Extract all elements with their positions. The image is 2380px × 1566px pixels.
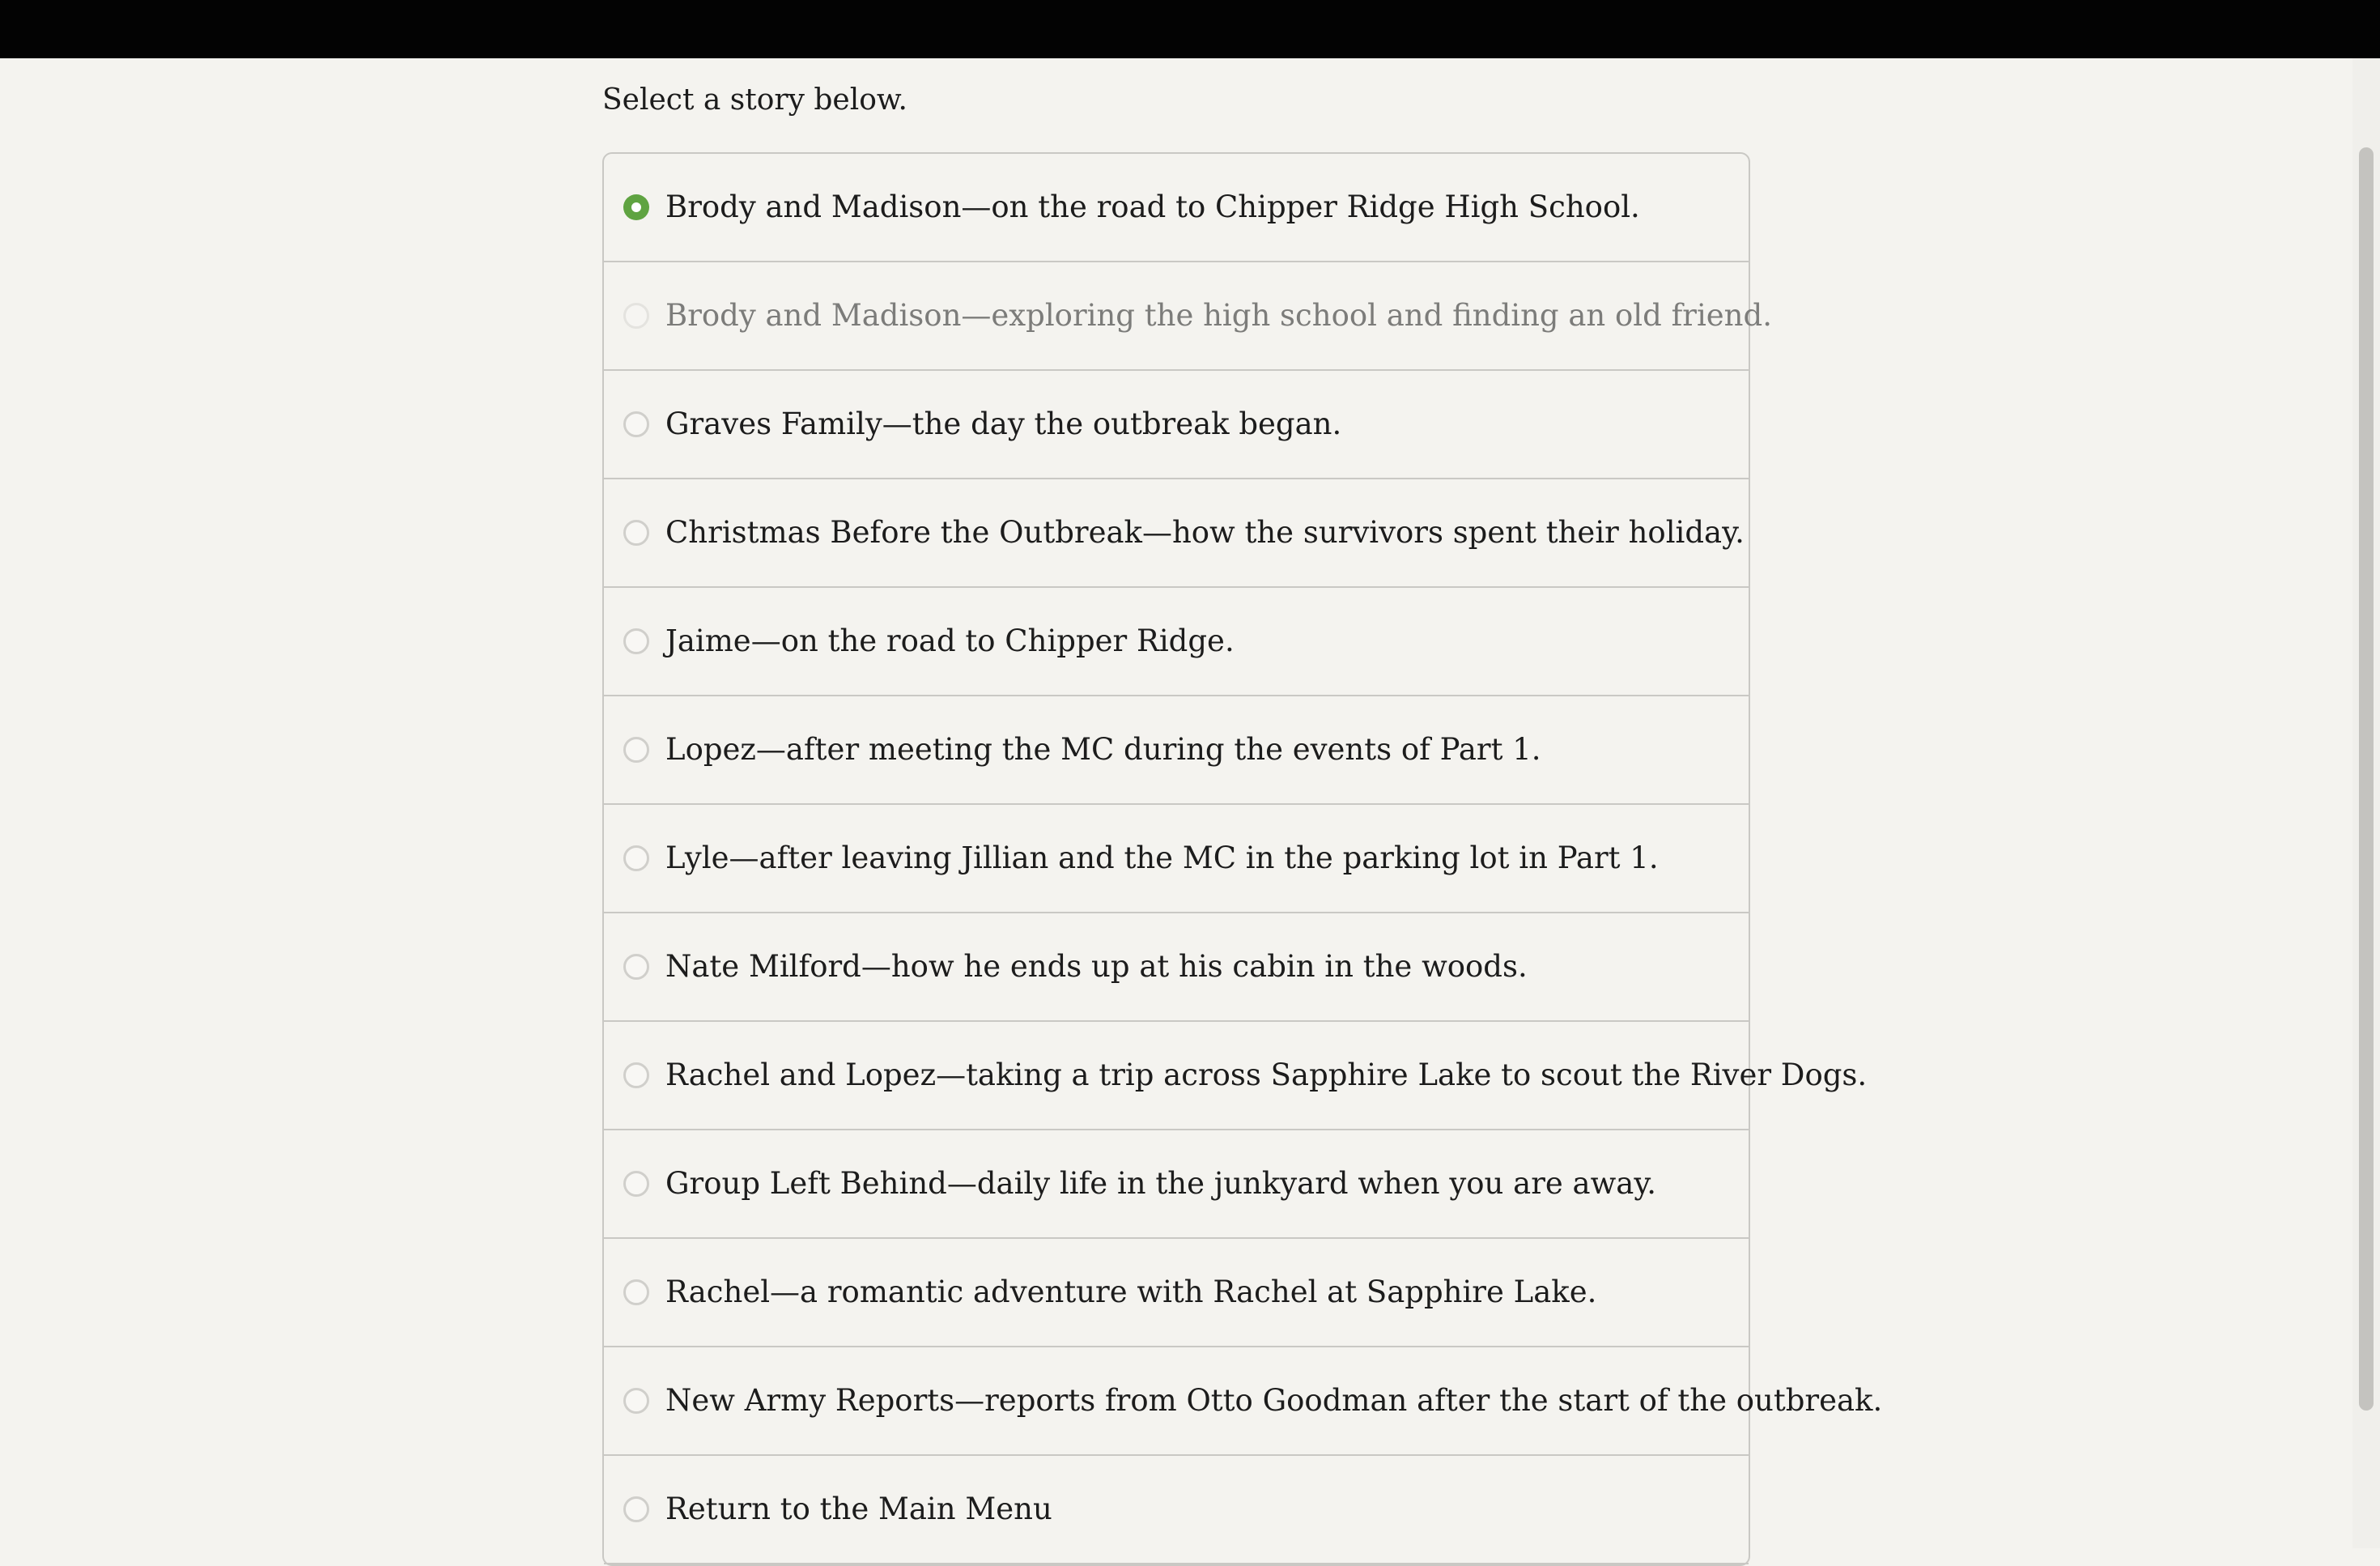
choice-label: Return to the Main Menu bbox=[665, 1492, 1052, 1526]
story-choice-list bbox=[602, 152, 1883, 1566]
choice-option[interactable] bbox=[604, 479, 1749, 588]
radio-button-icon[interactable] bbox=[623, 1496, 649, 1522]
radio-button-icon[interactable] bbox=[623, 845, 649, 871]
radio-button-icon[interactable] bbox=[623, 520, 649, 546]
choice-label: Jaime—on the road to Chipper Ridge. bbox=[665, 623, 1235, 658]
choice-prompt: Select a story below. bbox=[602, 83, 907, 117]
choice-label: Group Left Behind—daily life in the junkyard when you are away. bbox=[665, 1166, 1657, 1201]
choice-option[interactable] bbox=[604, 913, 1749, 1022]
radio-button-icon[interactable] bbox=[623, 194, 649, 220]
radio-button-icon[interactable] bbox=[623, 628, 649, 654]
choice-option[interactable] bbox=[604, 154, 1749, 262]
radio-button-icon[interactable] bbox=[623, 1171, 649, 1197]
radio-button-icon[interactable] bbox=[623, 737, 649, 763]
choice-option[interactable] bbox=[604, 696, 1749, 805]
choice-label: Rachel and Lopez—taking a trip across Sapphire Lake to scout the River Dogs. bbox=[665, 1057, 1868, 1092]
choice-option[interactable] bbox=[604, 371, 1749, 479]
radio-button-icon[interactable] bbox=[623, 303, 649, 329]
choice-option[interactable] bbox=[604, 1239, 1749, 1347]
choice-label: Graves Family—the day the outbreak began. bbox=[665, 406, 1342, 441]
choice-option[interactable] bbox=[604, 588, 1749, 696]
radio-button-icon[interactable] bbox=[623, 1388, 649, 1414]
radio-button-icon[interactable] bbox=[623, 1062, 649, 1088]
choice-label: Lyle—after leaving Jillian and the MC in the parking lot in Part 1. bbox=[665, 840, 1659, 875]
choice-option-return-main-menu[interactable] bbox=[604, 1456, 1749, 1564]
choice-label: Christmas Before the Outbreak—how the survivors spent their holiday. bbox=[665, 515, 1745, 550]
choice-label: New Army Reports—reports from Otto Goodman after the start of the outbreak. bbox=[665, 1383, 1883, 1418]
choice-label: Rachel—a romantic adventure with Rachel at Sapphire Lake. bbox=[665, 1275, 1597, 1309]
choice-option[interactable] bbox=[604, 1130, 1749, 1239]
choice-label: Lopez—after meeting the MC during the events of Part 1. bbox=[665, 732, 1541, 767]
choice-option[interactable] bbox=[604, 262, 1772, 371]
choice-label: Brody and Madison—on the road to Chipper Ridge High School. bbox=[665, 189, 1640, 224]
scrollbar-thumb[interactable] bbox=[2359, 147, 2374, 1411]
choice-option[interactable] bbox=[604, 805, 1749, 913]
choice-label: Brody and Madison—exploring the high school and finding an old friend. bbox=[665, 298, 1772, 333]
choice-option[interactable] bbox=[604, 1022, 1868, 1130]
radio-button-icon[interactable] bbox=[623, 411, 649, 437]
top-bar bbox=[0, 0, 2380, 58]
radio-button-icon[interactable] bbox=[623, 954, 649, 980]
choice-label: Nate Milford—how he ends up at his cabin in the woods. bbox=[665, 949, 1528, 984]
choice-option[interactable] bbox=[604, 1347, 1883, 1456]
radio-button-icon[interactable] bbox=[623, 1279, 649, 1305]
page-scrollbar[interactable] bbox=[2352, 58, 2380, 1548]
